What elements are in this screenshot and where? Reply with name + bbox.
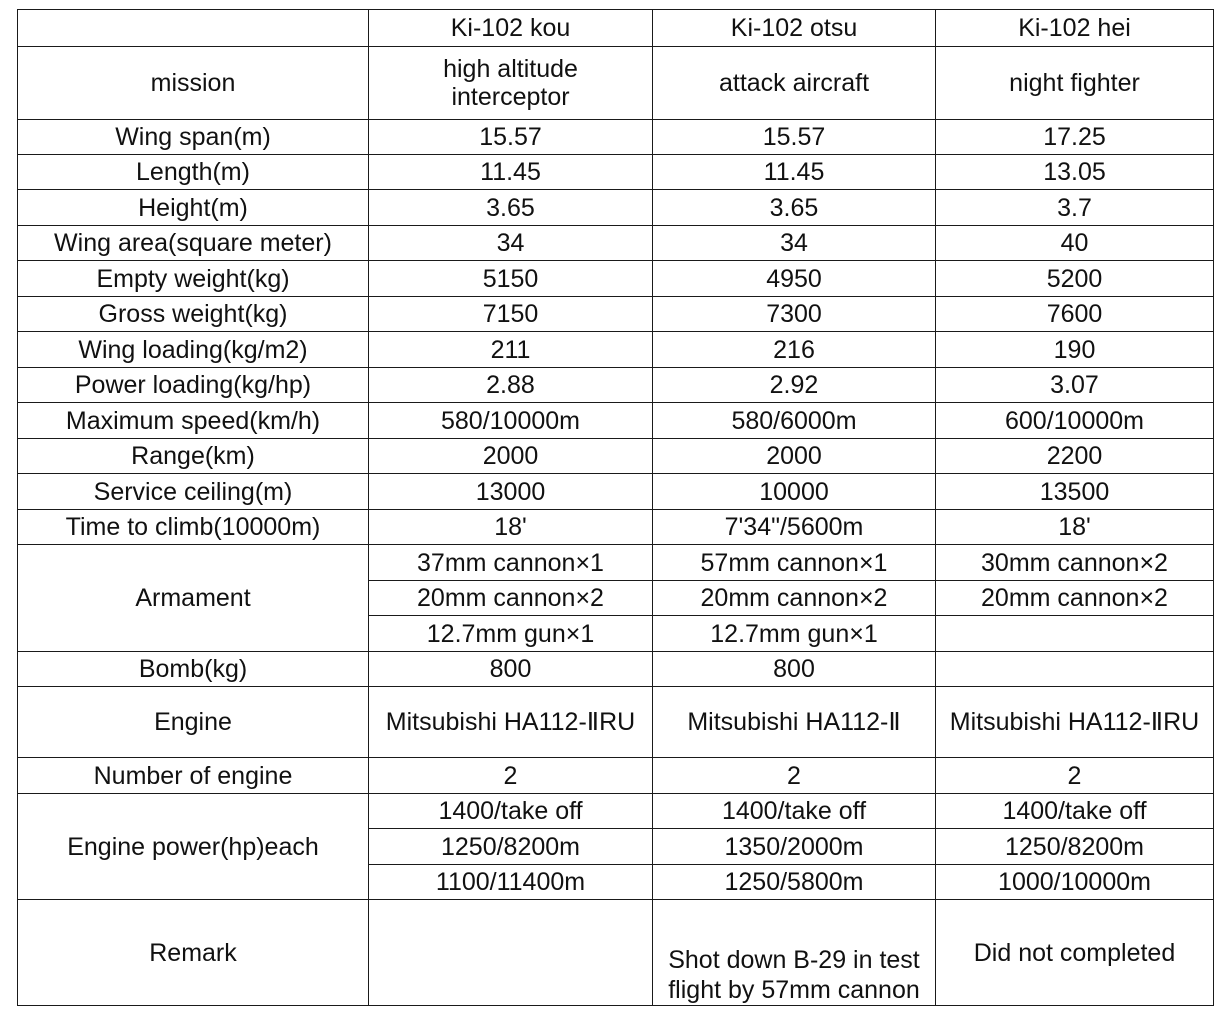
table-cell: 2.88: [369, 368, 653, 403]
table-cell: 2: [653, 758, 936, 794]
table-cell: night fighter: [936, 47, 1214, 120]
table-row: [18, 510, 1214, 545]
table-cell: 2000: [369, 439, 653, 474]
table-cell: 190: [936, 332, 1214, 368]
table-cell: 2000: [653, 439, 936, 474]
table-cell: 11.45: [369, 155, 653, 190]
table-cell: 30mm cannon×2: [936, 545, 1214, 581]
table-cell: 1400/take off: [369, 794, 653, 829]
table-row-engine: [18, 687, 1214, 758]
table-row: [18, 120, 1214, 155]
table-cell: 20mm cannon×2: [653, 581, 936, 616]
table-cell: 4950: [653, 261, 936, 297]
spec-table: [17, 9, 1214, 1006]
table-cell: 10000: [653, 474, 936, 510]
row-label: Power loading(kg/hp): [18, 368, 369, 403]
table-cell: 216: [653, 332, 936, 368]
row-label: Height(m): [18, 190, 369, 226]
table-cell: 11.45: [653, 155, 936, 190]
row-label: Maximum speed(km/h): [18, 403, 369, 439]
table-cell: 1250/8200m: [369, 829, 653, 865]
row-label: Empty weight(kg): [18, 261, 369, 297]
table-cell: 17.25: [936, 120, 1214, 155]
table-row: [18, 474, 1214, 510]
table-cell: 2200: [936, 439, 1214, 474]
row-label: Armament: [18, 545, 369, 652]
table-cell: 12.7mm gun×1: [653, 616, 936, 652]
table-cell: 211: [369, 332, 653, 368]
row-label: Engine power(hp)each: [18, 794, 369, 900]
row-label: Bomb(kg): [18, 652, 369, 687]
header-ki102-hei: Ki-102 hei: [936, 10, 1214, 47]
table-cell: 1000/10000m: [936, 865, 1214, 900]
table-row-remark: [18, 900, 1214, 1006]
table-row-engine-power: [18, 794, 1214, 829]
table-row-armament: [18, 545, 1214, 581]
table-cell: 7150: [369, 297, 653, 332]
table-cell: 800: [653, 652, 936, 687]
table-cell: [369, 900, 653, 1006]
row-label: Time to climb(10000m): [18, 510, 369, 545]
table-cell: 40: [936, 226, 1214, 261]
table-cell: 5150: [369, 261, 653, 297]
table-cell: 20mm cannon×2: [936, 581, 1214, 616]
table-row: [18, 190, 1214, 226]
table-cell: Did not completed: [936, 900, 1214, 1006]
table-cell: 57mm cannon×1: [653, 545, 936, 581]
table-cell: 3.65: [369, 190, 653, 226]
table-cell: 13.05: [936, 155, 1214, 190]
table-cell: 34: [653, 226, 936, 261]
table-cell: 580/10000m: [369, 403, 653, 439]
table-cell: 800: [369, 652, 653, 687]
table-row-bomb: [18, 652, 1214, 687]
table-cell: 5200: [936, 261, 1214, 297]
table-cell: Mitsubishi HA112-Ⅱ: [653, 687, 936, 758]
table-cell: 3.65: [653, 190, 936, 226]
table-cell: 1350/2000m: [653, 829, 936, 865]
row-label: Length(m): [18, 155, 369, 190]
row-label: Gross weight(kg): [18, 297, 369, 332]
row-label: Number of engine: [18, 758, 369, 794]
header-ki102-kou: Ki-102 kou: [369, 10, 653, 47]
row-label: Wing loading(kg/m2): [18, 332, 369, 368]
row-label: Remark: [18, 900, 369, 1006]
row-label: Service ceiling(m): [18, 474, 369, 510]
table-cell: 13000: [369, 474, 653, 510]
header-ki102-otsu: Ki-102 otsu: [653, 10, 936, 47]
table-cell: 580/6000m: [653, 403, 936, 439]
table-row: [18, 403, 1214, 439]
table-cell: 1400/take off: [653, 794, 936, 829]
table-cell: 3.7: [936, 190, 1214, 226]
table-cell: Shot down B-29 in test flight by 57mm cannon: [653, 900, 936, 1006]
table-cell: Mitsubishi HA112-ⅡRU: [936, 687, 1214, 758]
table-cell: 1400/take off: [936, 794, 1214, 829]
table-cell: Mitsubishi HA112-ⅡRU: [369, 687, 653, 758]
table-cell: 18': [936, 510, 1214, 545]
table-row: [18, 368, 1214, 403]
table-row-number-of-engine: [18, 758, 1214, 794]
table-cell: 2: [369, 758, 653, 794]
table-cell: 2.92: [653, 368, 936, 403]
table-row: [18, 332, 1214, 368]
table-cell: 600/10000m: [936, 403, 1214, 439]
table-cell: 37mm cannon×1: [369, 545, 653, 581]
table-cell: high altitude interceptor: [369, 47, 653, 120]
table-cell: 12.7mm gun×1: [369, 616, 653, 652]
table-row: [18, 297, 1214, 332]
table-cell: 1100/11400m: [369, 865, 653, 900]
header-cell-empty: [18, 10, 369, 47]
table-cell: 15.57: [369, 120, 653, 155]
row-label: Wing area(square meter): [18, 226, 369, 261]
header-row: [18, 10, 1214, 47]
table-cell: 20mm cannon×2: [369, 581, 653, 616]
table-cell: attack aircraft: [653, 47, 936, 120]
table-cell: 18': [369, 510, 653, 545]
table-row: [18, 261, 1214, 297]
row-label: Engine: [18, 687, 369, 758]
table-cell: 7'34"/5600m: [653, 510, 936, 545]
table-cell: 13500: [936, 474, 1214, 510]
row-label: Wing span(m): [18, 120, 369, 155]
table-cell: 7600: [936, 297, 1214, 332]
table-row: [18, 155, 1214, 190]
table-cell: 3.07: [936, 368, 1214, 403]
table-cell: 34: [369, 226, 653, 261]
table-cell: [936, 616, 1214, 652]
table-row-mission: [18, 47, 1214, 120]
row-label: Range(km): [18, 439, 369, 474]
table-cell: 1250/8200m: [936, 829, 1214, 865]
table-row: [18, 226, 1214, 261]
table-cell: 1250/5800m: [653, 865, 936, 900]
table-cell: 7300: [653, 297, 936, 332]
table-row: [18, 439, 1214, 474]
row-label: mission: [18, 47, 369, 120]
table-cell: [936, 652, 1214, 687]
table-cell: 2: [936, 758, 1214, 794]
table-cell: 15.57: [653, 120, 936, 155]
